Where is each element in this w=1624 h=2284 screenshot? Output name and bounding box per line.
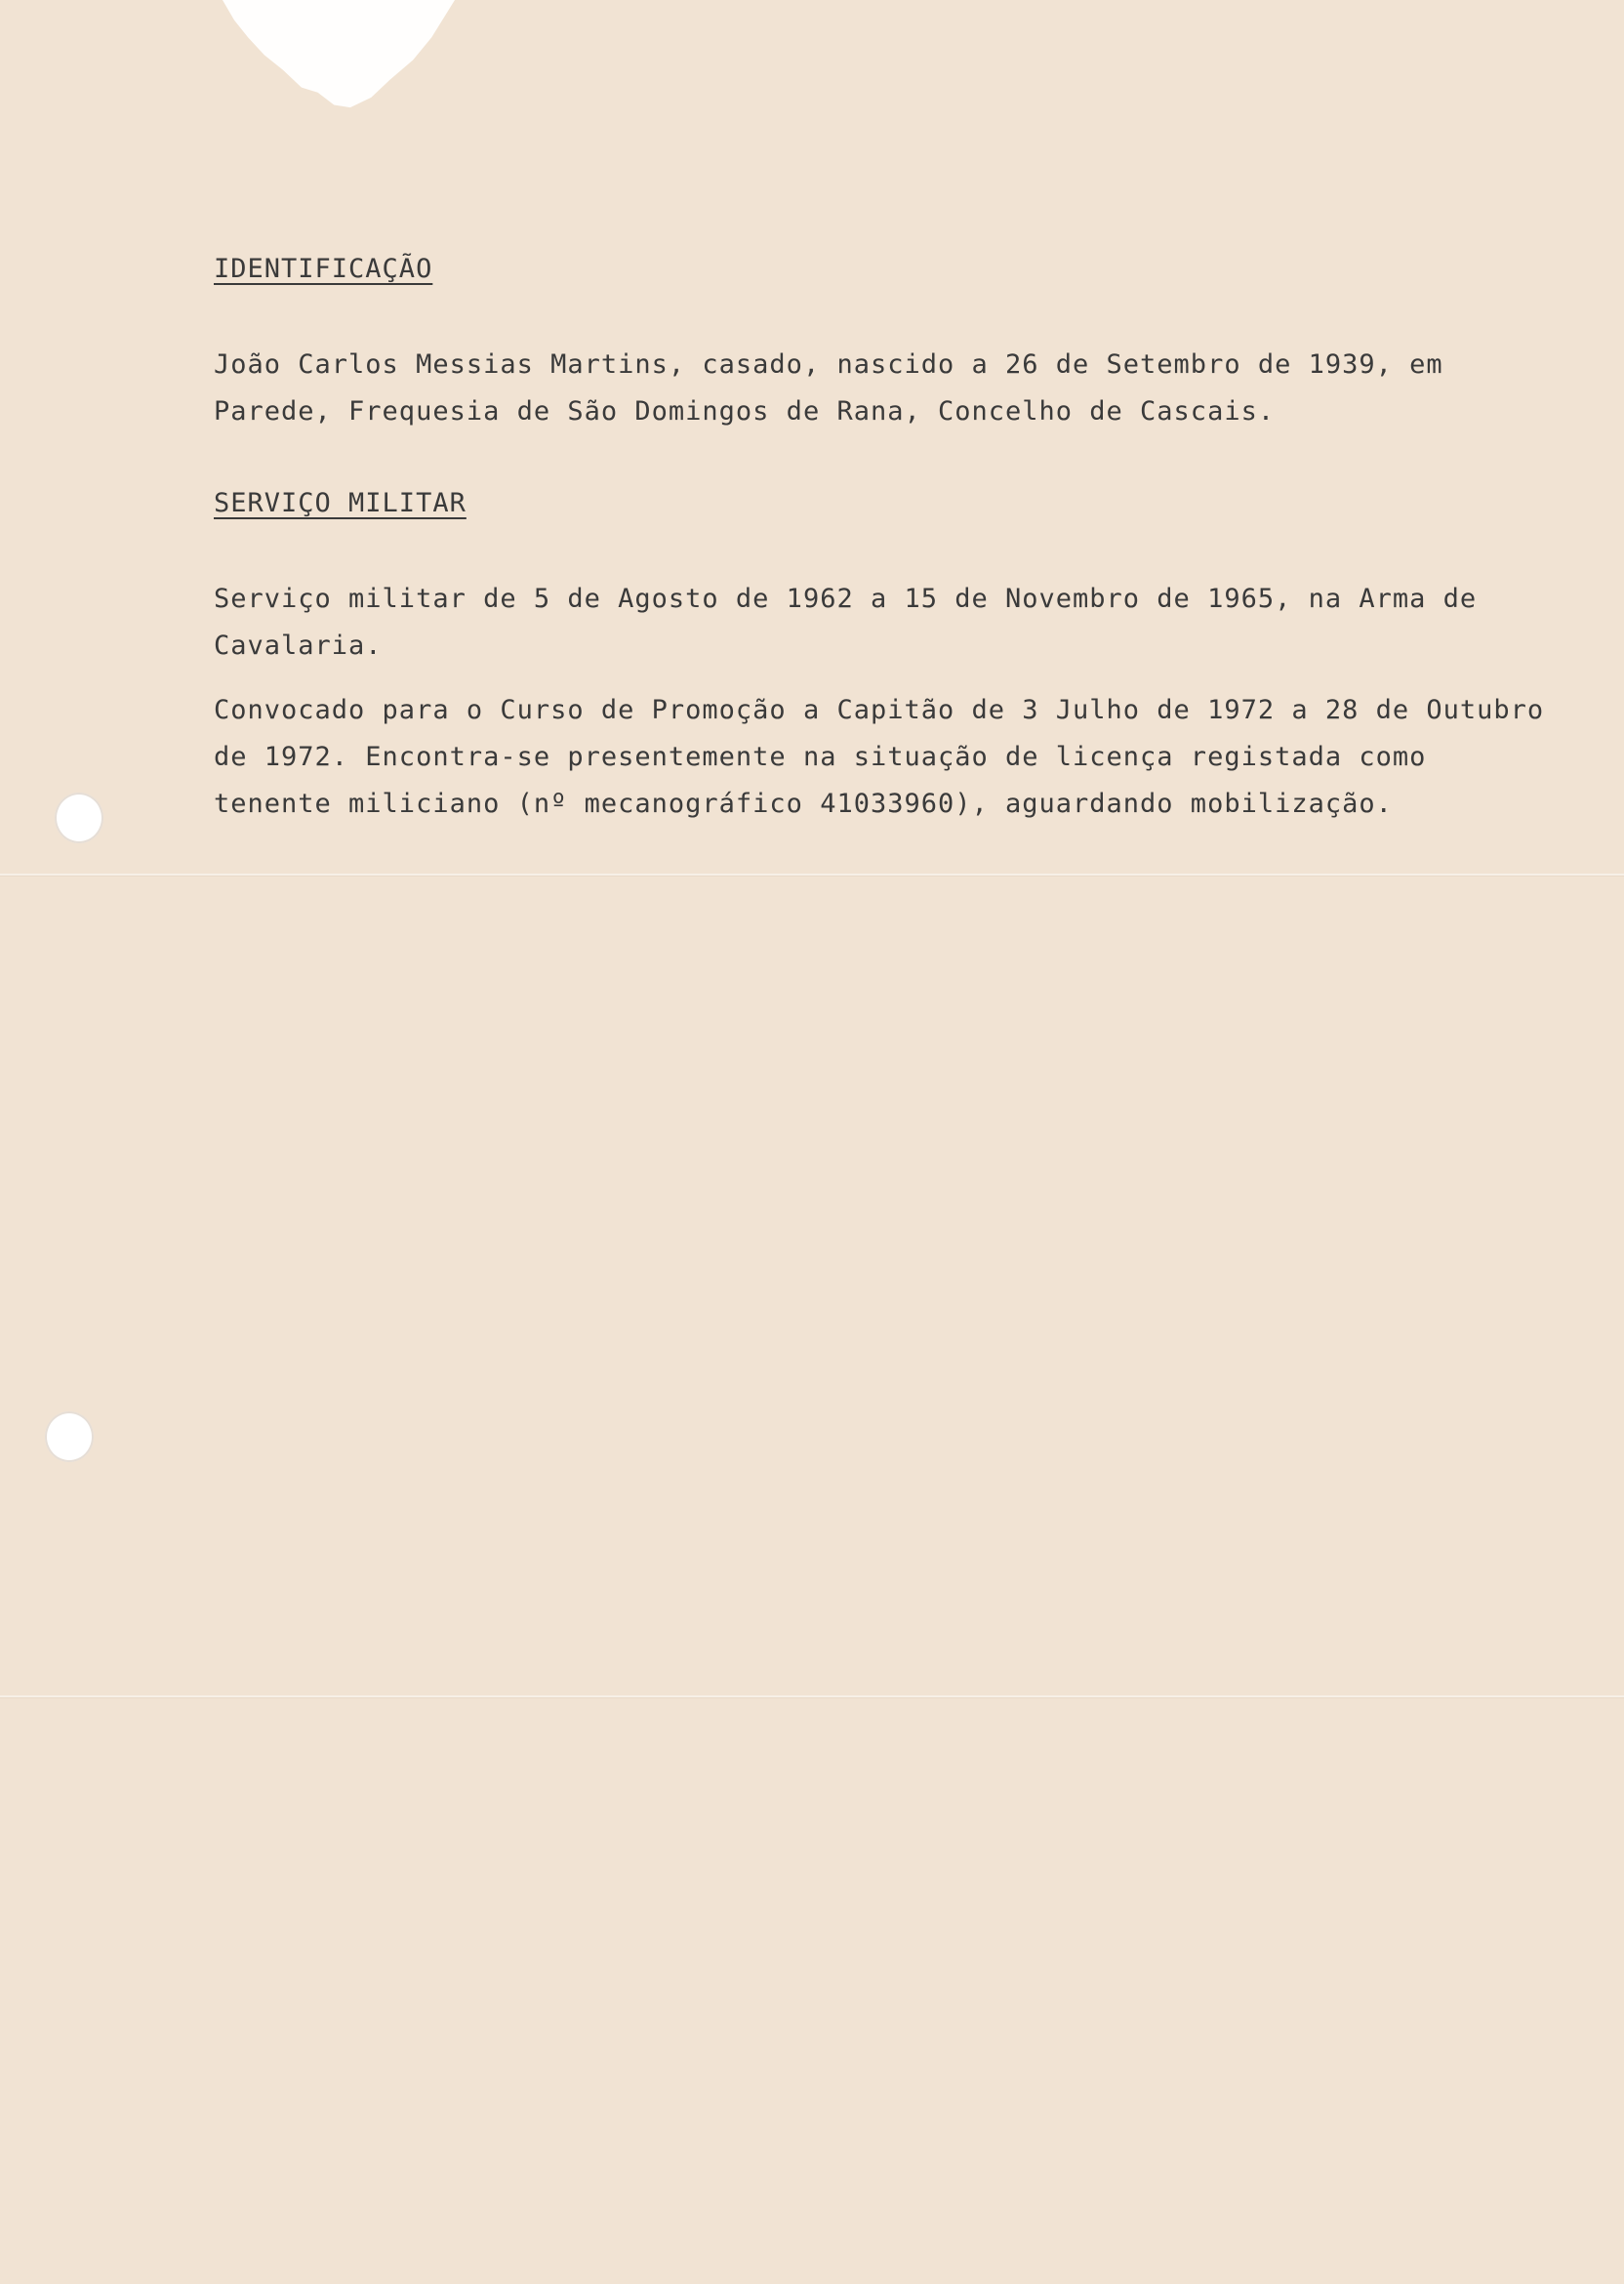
fold-line-lower	[0, 1695, 1624, 1697]
military-dates-paragraph: Serviço militar de 5 de Agosto de 1962 a 15 de Novembro de 1965, na Arma de Cavalaria.	[214, 584, 1478, 661]
torn-corner	[223, 0, 455, 125]
punch-hole-top	[55, 793, 103, 843]
promotion-course-paragraph: Convocado para o Curso de Promoção a Capitão de 3 Julho de 1972 a 28 de Outubro de 1972. Encontra-se presentemente na situação de licença registada como tenente miliciano (nº mecanográfico 41033960), aguardando mobilização.	[214, 695, 1545, 819]
paragraph-gap	[214, 670, 1561, 687]
identification-paragraph: João Carlos Messias Martins, casado, nascido a 26 de Setembro de 1939, em Parede, Frequesia de São Domingos de Rana, Concelho de Cascais.	[214, 349, 1443, 427]
fold-line-upper	[0, 874, 1624, 876]
military-service-heading: SERVIÇO MILITAR	[214, 488, 467, 518]
identification-heading: IDENTIFICAÇÃO	[214, 254, 433, 284]
section-gap	[214, 435, 1561, 480]
punch-hole-bottom	[45, 1411, 94, 1462]
document-content	[214, 246, 1561, 828]
